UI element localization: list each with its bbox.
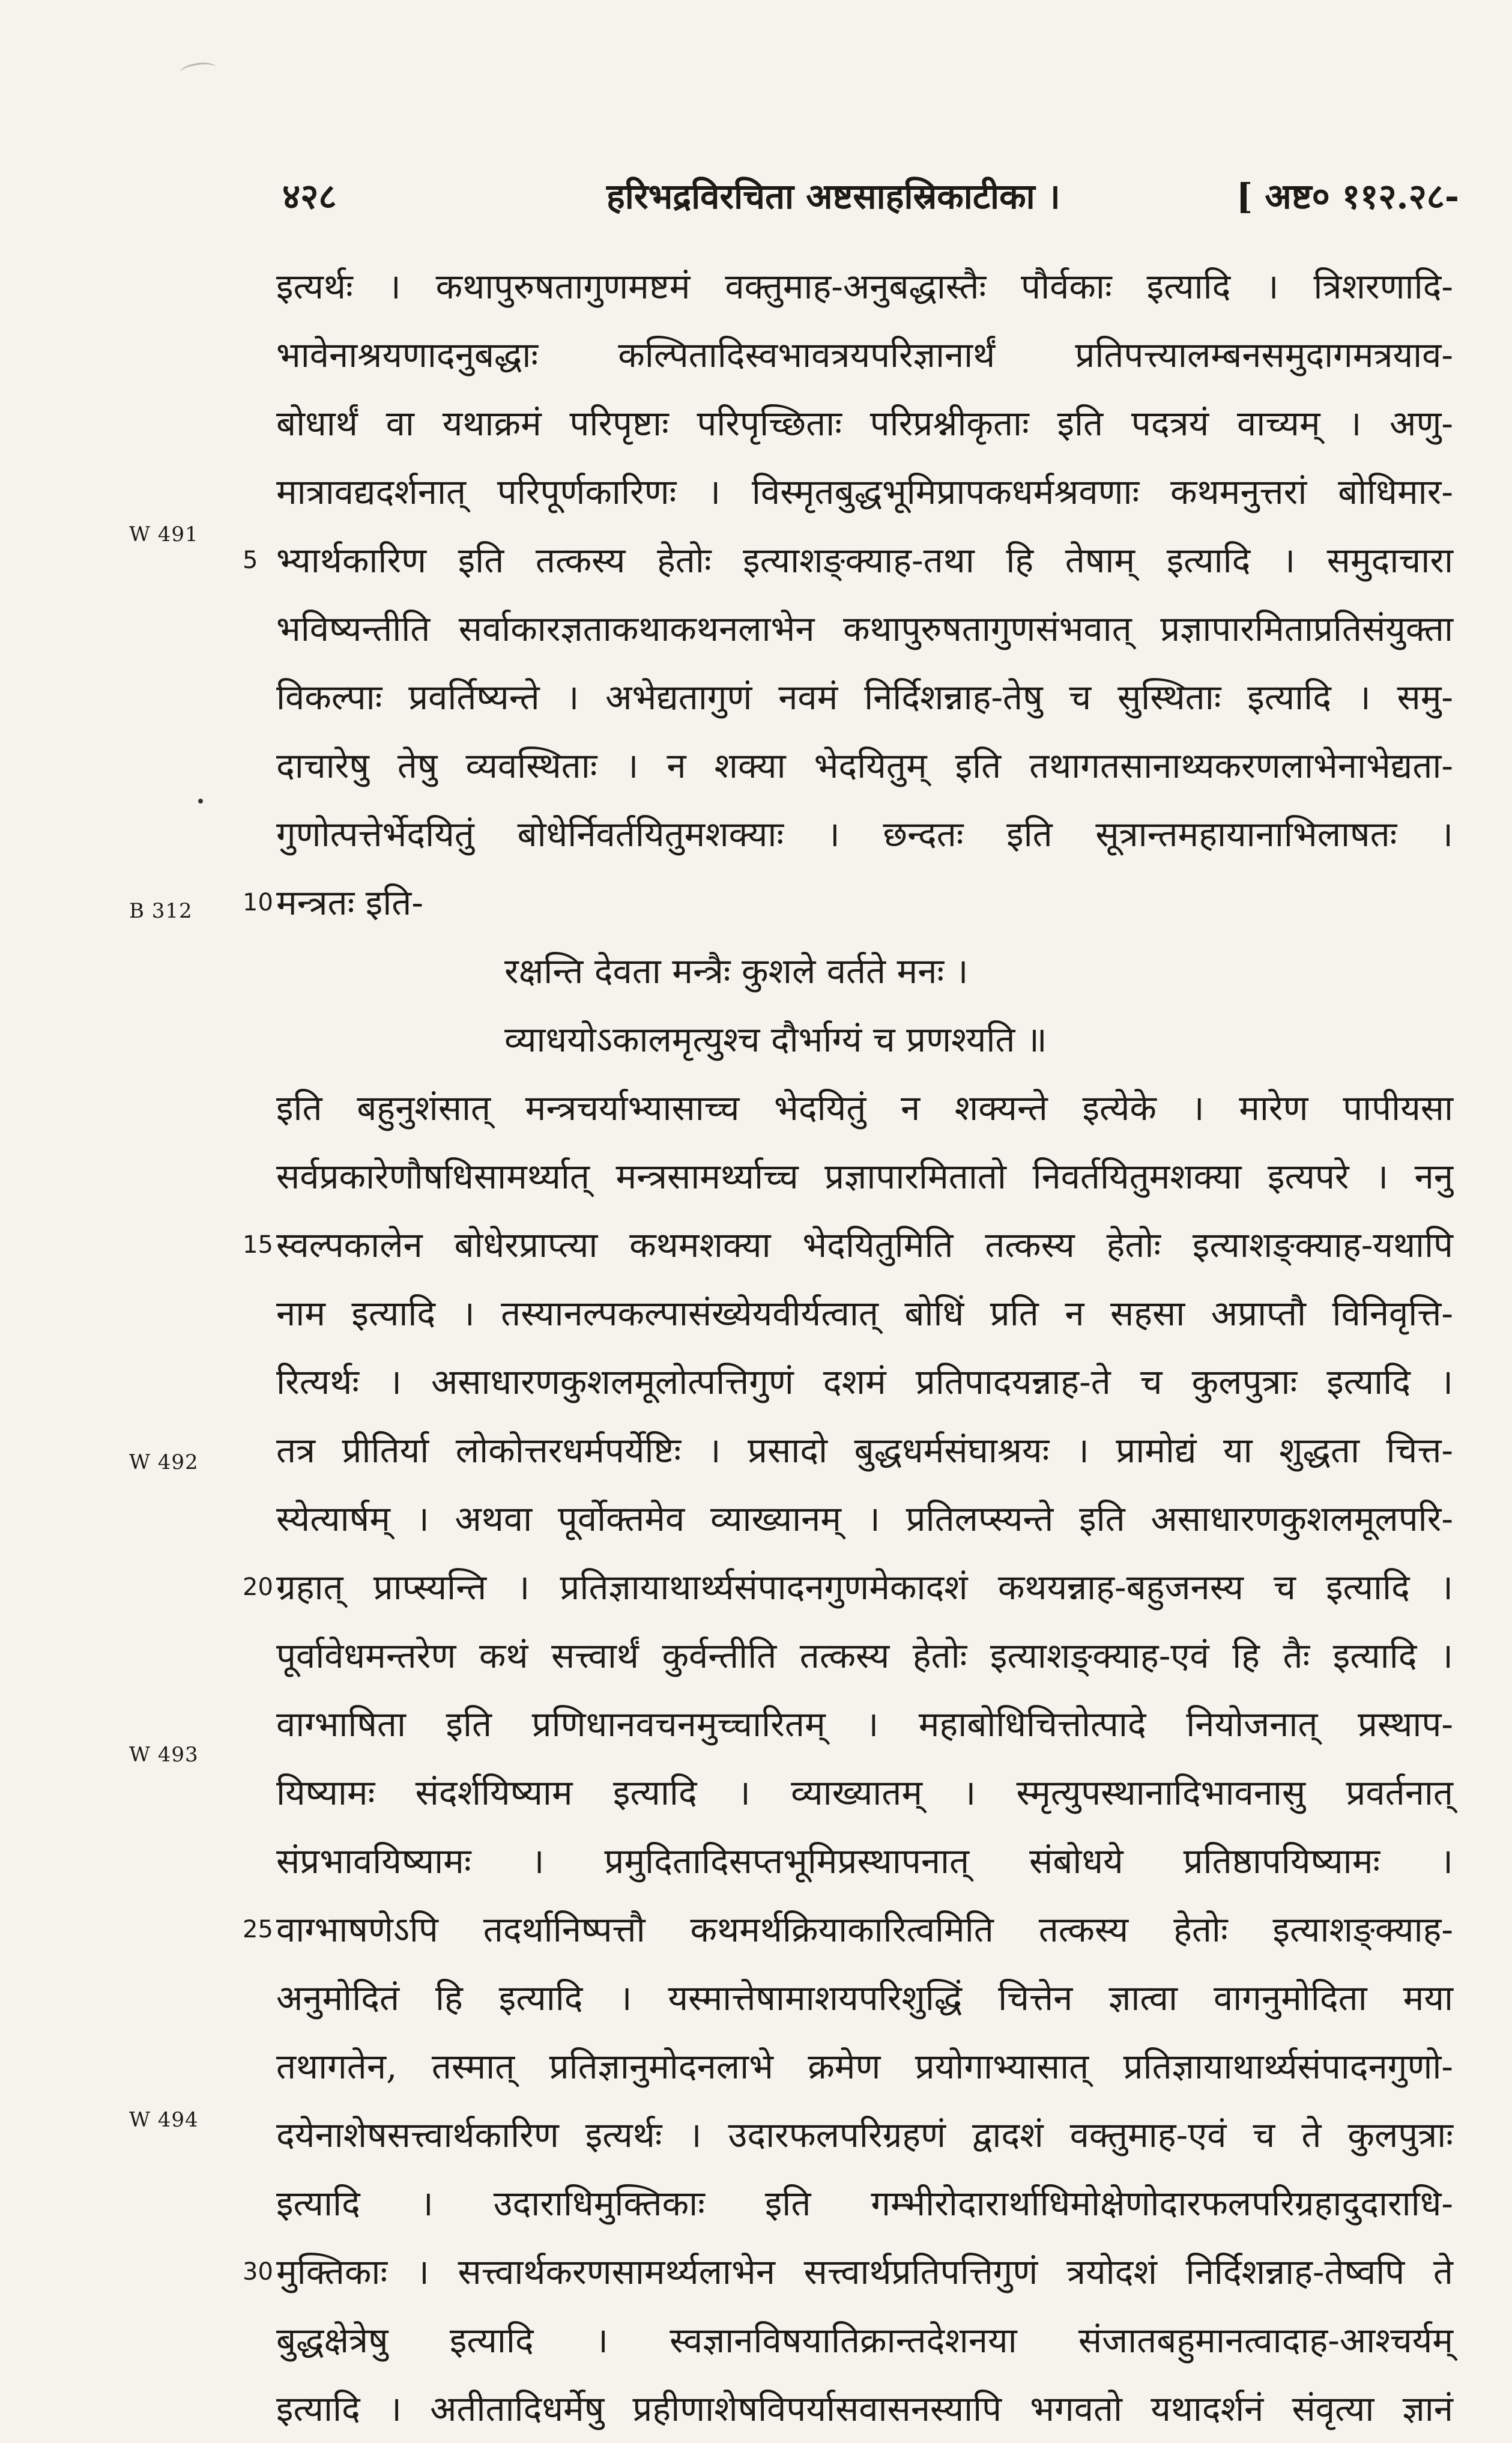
text-line: मुक्तिकाः । सत्त्वार्थकरणसामर्थ्यलाभेन सत्त्वार्थप्रतिपत्तिगुणं त्रयोदशं निर्दिशन्नाह-तेष्वपि ते <box>276 2251 1453 2292</box>
margin-ref-w492: W 492 <box>129 1450 199 1474</box>
text-line-row <box>243 1553 1453 1621</box>
text-line-row <box>243 526 1453 595</box>
line-number: 20 <box>243 1573 273 1601</box>
line-number: 5 <box>243 546 258 574</box>
line-number: 15 <box>243 1231 273 1259</box>
margin-ref-b312: B 312 <box>129 899 193 923</box>
text-line: मन्त्रतः इति- <box>276 882 423 923</box>
text-line-row <box>243 2238 1453 2306</box>
commentary-text <box>243 252 1453 2443</box>
text-line: तत्र प्रीतिर्या लोकोत्तरधर्मपर्येष्टिः । प्रसादो बुद्धधर्मसंघाश्रयः । प्रामोद्यं या शुद्धता चित्त- <box>276 1430 1453 1471</box>
text-line: इत्यादि । अतीतादिधर्मेषु प्रहीणाशेषविपर्यासवासनस्यापि भगवतो यथादर्शनं संवृत्या ज्ञानं <box>276 2388 1453 2429</box>
verse-line: रक्षन्ति देवता मन्त्रैः कुशले वर्तते मनः । <box>504 951 969 991</box>
text-line: इति बहुनुशंसात् मन्त्रचर्याभ्यासाच्च भेदयितुं न शक्यन्ते इत्येके । मारेण पापीयसा <box>276 1088 1453 1128</box>
text-line: दयेनाशेषसत्त्वार्थकारिण इत्यर्थः । उदारफलपरिग्रहणं द्वादशं वक्तुमाह-एवं च ते कुलपुत्राः <box>276 2115 1453 2155</box>
text-line: यिष्यामः संदर्शयिष्याम इत्यादि । व्याख्यातम् । स्मृत्युपस्थानादिभावनासु प्रवर्तनात् <box>276 1772 1453 1813</box>
text-line: संप्रभावयिष्यामः । प्रमुदितादिसप्तभूमिप्रस्थापनात् संबोधये प्रतिष्ठापयिष्यामः । <box>276 1841 1453 1881</box>
page-number: ४२८ <box>282 176 337 217</box>
text-line: इत्यर्थः । कथापुरुषतागुणमष्टमं वक्तुमाह-अनुबद्धास्तैः पौर्वकाः इत्यादि । त्रिशरणादि- <box>276 266 1453 307</box>
line-number: 30 <box>243 2258 273 2286</box>
text-line: मात्रावद्यदर्शनात् परिपूर्णकारिणः । विस्मृतबुद्धभूमिप्रापकधर्मश्रवणाः कथमनुत्तरां बोधिमार- <box>276 471 1453 512</box>
pencil-mark <box>180 61 217 79</box>
text-line: ग्रहात् प्राप्स्यन्ति । प्रतिज्ञायाथार्थ्यसंपादनगुणमेकादशं कथयन्नाह-बहुजनस्य च इत्यादि । <box>276 1567 1453 1608</box>
text-line: नाम इत्यादि । तस्यानल्पकल्पासंख्येयवीर्यत्वात् बोधिं प्रति न सहसा अप्राप्तौ विनिवृत्ति- <box>276 1293 1453 1334</box>
text-line: भविष्यन्तीति सर्वाकारज्ञताकथाकथनलाभेन कथापुरुषतागुणसंभवात् प्रज्ञापारमिताप्रतिसंयुक्ता <box>276 608 1453 649</box>
text-line: सर्वप्रकारेणौषधिसामर्थ्यात् मन्त्रसामर्थ्याच्च प्रज्ञापारमितातो निवर्तयितुमशक्या इत्यपरे । ननु <box>276 1156 1453 1197</box>
running-title: हरिभद्रविरचिता अष्टसाहस्रिकाटीका । <box>606 176 1060 217</box>
text-line: पूर्वावेधमन्तरेण कथं सत्त्वार्थं कुर्वन्तीति तत्कस्य हेतोः इत्याशङ्क्याह-एवं हि तैः इत्यादि । <box>276 1635 1453 1676</box>
text-line: दाचारेषु तेषु व्यवस्थिताः । न शक्या भेदयितुम् इति तथागतसानाथ्यकरणलाभेनाभेद्यता- <box>276 745 1453 786</box>
margin-dot <box>198 799 203 804</box>
text-line: अनुमोदितं हि इत्यादि । यस्मात्तेषामाशयपरिशुद्धिं चित्तेन ज्ञात्वा वागनुमोदिता मया <box>276 1978 1453 2018</box>
text-line: वाग्भाषिता इति प्रणिधानवचनमुच्चारितम् । महाबोधिचित्तोत्पादे नियोजनात् प्रस्थाप- <box>276 1704 1453 1745</box>
verse-line: व्याधयोऽकालमृत्युश्च दौर्भाग्यं च प्रणश्यति ॥ <box>504 1019 1047 1060</box>
margin-ref-w491: W 491 <box>129 522 199 546</box>
margin-ref-w494: W 494 <box>129 2108 199 2132</box>
running-header <box>282 171 1459 231</box>
text-line-row <box>243 1211 1453 1279</box>
text-line: गुणोत्पत्तेर्भेदयितुं बोधेर्निवर्तयितुमशक्याः । छन्दतः इति सूत्रान्तमहायानाभिलाषतः । <box>276 814 1453 855</box>
text-line: भ्यार्थकारिण इति तत्कस्य हेतोः इत्याशङ्क्याह-तथा हि तेषाम् इत्यादि । समुदाचारा <box>276 540 1453 581</box>
text-line: बुद्धक्षेत्रेषु इत्यादि । स्वज्ञानविषयातिक्रान्तदेशनया संजातबहुमानत्वादाह-आश्चर्यम् <box>276 2320 1453 2361</box>
text-line: स्वल्पकालेन बोधेरप्राप्त्या कथमशक्या भेदयितुमिति तत्कस्य हेतोः इत्याशङ्क्याह-यथापि <box>276 1225 1453 1265</box>
text-line: भावेनाश्रयणादनुबद्धाः कल्पितादिस्वभावत्रयपरिज्ञानार्थं प्रतिपत्त्यालम्बनसमुदागमत्रयाव- <box>276 335 1453 375</box>
text-line: स्येत्यार्षम् । अथवा पूर्वोक्तमेव व्याख्यानम् । प्रतिलप्स्यन्ते इति असाधारणकुशलमूलपरि- <box>276 1498 1453 1539</box>
text-line: विकल्पाः प्रवर्तिष्यन्ते । अभेद्यतागुणं नवमं निर्दिशन्नाह-तेषु च सुस्थिताः इत्यादि । समु- <box>276 677 1453 718</box>
text-line-row <box>243 868 1453 937</box>
text-line: रित्यर्थः । असाधारणकुशलमूलोत्पत्तिगुणं दशमं प्रतिपादयन्नाह-ते च कुलपुत्राः इत्यादि । <box>276 1361 1453 1402</box>
text-line: वाग्भाषणेऽपि तदर्थानिष्पत्तौ कथमर्थक्रियाकारित्वमिति तत्कस्य हेतोः इत्याशङ्क्याह- <box>276 1909 1453 1950</box>
margin-ref-w493: W 493 <box>129 1743 199 1767</box>
text-line-row <box>243 1895 1453 1964</box>
text-line: इत्यादि । उदाराधिमुक्तिकाः इति गम्भीरोदारार्थाधिमोक्षेणोदारफलपरिग्रहादुदाराधि- <box>276 2183 1453 2224</box>
line-number: 10 <box>243 889 273 916</box>
section-reference: [ अष्ट० ११२.२८- <box>1236 176 1459 217</box>
text-line: बोधार्थं वा यथाक्रमं परिपृष्टाः परिपृच्छिताः परिप्रश्नीकृताः इति पदत्रयं वाच्यम् । अणु- <box>276 403 1453 444</box>
line-number: 25 <box>243 1916 273 1943</box>
text-line: तथागतेन, तस्मात् प्रतिज्ञानुमोदनलाभे क्रमेण प्रयोगाभ्यासात् प्रतिज्ञायाथार्थ्यसंपादनगुणो- <box>276 2046 1453 2087</box>
